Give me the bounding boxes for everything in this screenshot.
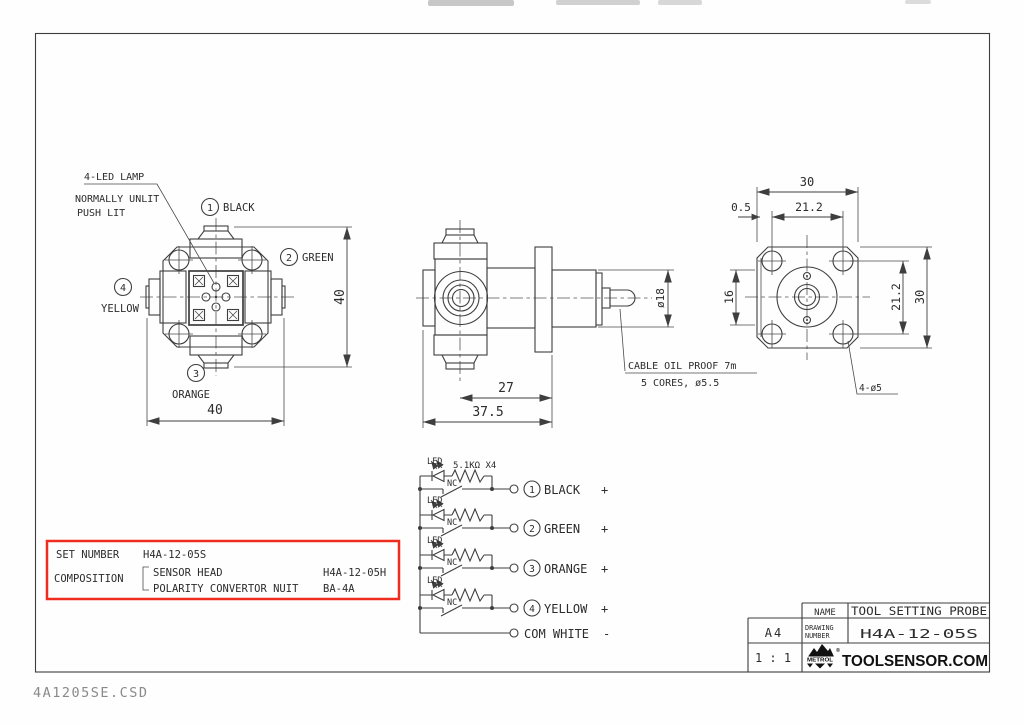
set-number-value: H4A-12-05S (143, 549, 207, 561)
led-balloon-2 (281, 249, 334, 266)
led-icon (433, 471, 444, 482)
terminal-icon (510, 604, 518, 612)
dim-height-label: 40 (333, 289, 348, 305)
registered-mark: ® (836, 648, 841, 654)
led-balloon-1 (202, 199, 256, 216)
circuit-row-2 (418, 496, 608, 536)
wire-sign: + (601, 522, 609, 536)
led-balloon-4 (101, 279, 140, 316)
nc-label: NC (447, 558, 458, 568)
composition-item-1-value: H4A-12-05H (323, 567, 387, 579)
composition-item-1-name: SENSOR HEAD (153, 567, 223, 579)
dim-width-label: 40 (207, 403, 223, 418)
led-icon (433, 510, 444, 521)
led-label-green: GREEN (302, 252, 334, 264)
led-icon (433, 590, 444, 601)
balloon-num-1: 1 (206, 203, 214, 214)
nc-label: NC (447, 479, 458, 489)
common-sign: - (603, 627, 611, 641)
dim-top-inner-label: 21.2 (795, 200, 823, 214)
wire-num: 1 (529, 485, 535, 496)
dim-left-label: 16 (722, 290, 736, 304)
paper-size: A4 (764, 626, 784, 640)
rear-view (722, 175, 932, 394)
rear-hole-note (848, 341, 898, 394)
side-view (416, 220, 757, 428)
terminal-icon (510, 564, 518, 572)
front-view (75, 172, 352, 426)
circuit-row-4 (418, 576, 608, 616)
circuit-common-row (420, 627, 610, 641)
metrol-logo-icon (803, 644, 840, 669)
dim-cable-dia-label: ø18 (654, 288, 667, 308)
wire-color: BLACK (544, 483, 581, 497)
terminal-icon (510, 524, 518, 532)
title-block (748, 603, 990, 672)
led-label: LED (427, 576, 443, 586)
wire-color: GREEN (544, 522, 581, 536)
hole-note-label: 4-ø5 (859, 383, 882, 394)
dim-offset-label: 0.5 (731, 201, 751, 214)
composition-item-2-value: BA-4A (323, 583, 355, 595)
wire-sign: + (601, 602, 609, 616)
wire-color: YELLOW (544, 602, 588, 616)
brand-wordmark: TOOLSENSOR.COM (842, 653, 988, 670)
balloon-num-3: 3 (192, 369, 200, 380)
drawing-number-label-1: DRAWING (805, 624, 834, 632)
terminal-icon (510, 629, 518, 637)
terminal-icon (510, 485, 518, 493)
drawing-number-value: H4A-12-05S (860, 626, 978, 641)
name-label: NAME (814, 608, 836, 618)
rear-screw-holes (758, 247, 857, 348)
led-label: LED (427, 457, 443, 467)
dim-top-outer-label: 30 (799, 175, 815, 189)
cable-note-line1: CABLE OIL PROOF 7m (628, 361, 737, 372)
dim-body-label: 27 (498, 381, 514, 396)
wire-num: 3 (529, 564, 535, 575)
composition-label: COMPOSITION (54, 573, 124, 585)
rear-dim-left (722, 270, 755, 325)
dim-right-outer-label: 30 (913, 289, 927, 305)
wire-sign: + (601, 483, 609, 497)
callout-line1: NORMALLY UNLIT (75, 194, 160, 205)
rear-dim-top-inner (772, 200, 843, 252)
drawing-number-label-2: NUMBER (805, 632, 830, 640)
composition-item-2-name: POLARITY CONVERTOR NUIT (153, 583, 299, 595)
wire-sign: + (601, 562, 609, 576)
mounting-flange (535, 247, 552, 352)
resistor-value-label: 5.1KΩ X4 (453, 461, 497, 471)
circuit-row-3 (418, 536, 608, 576)
rear-dim-offset (731, 201, 760, 217)
wire-num: 4 (529, 604, 535, 615)
dim-total-label: 37.5 (472, 405, 504, 420)
callout-title: 4-LED LAMP (84, 172, 145, 183)
set-number-label: SET NUMBER (56, 549, 120, 561)
led-label: LED (427, 496, 443, 506)
led-icon (433, 550, 444, 561)
wire-num: 2 (529, 524, 535, 535)
composition-bracket (143, 567, 149, 590)
side-body (423, 229, 635, 369)
cable-note-line2: 5 CORES, ø5.5 (641, 378, 720, 389)
set-info-box (47, 541, 399, 599)
led-label: LED (427, 536, 443, 546)
rear-dim-right-inner (850, 261, 909, 334)
metrol-logo-text: METROL (807, 657, 834, 664)
drawing-name-value: TOOL SETTING PROBE (851, 604, 988, 618)
led-label-orange: ORANGE (172, 389, 210, 401)
scan-artifacts (428, 0, 931, 6)
balloon-num-2: 2 (285, 253, 293, 264)
nc-label: NC (447, 598, 458, 608)
nc-label: NC (447, 518, 458, 528)
common-label: COM WHITE (524, 627, 590, 641)
led-label-yellow: YELLOW (101, 303, 139, 315)
callout-line2: PUSH LIT (77, 208, 126, 219)
led-label-black: BLACK (223, 202, 255, 214)
side-dim-cable-dia (598, 270, 674, 327)
scale-value: 1 : 1 (754, 651, 792, 665)
circuit-diagram (418, 457, 610, 641)
file-name-label: 4A1205SE.CSD (33, 685, 149, 701)
circuit-row-1 (418, 457, 608, 497)
dim-right-inner-label: 21.2 (889, 283, 903, 311)
wire-color: ORANGE (544, 562, 588, 576)
led-balloon-3 (172, 365, 210, 402)
balloon-num-4: 4 (119, 283, 127, 294)
